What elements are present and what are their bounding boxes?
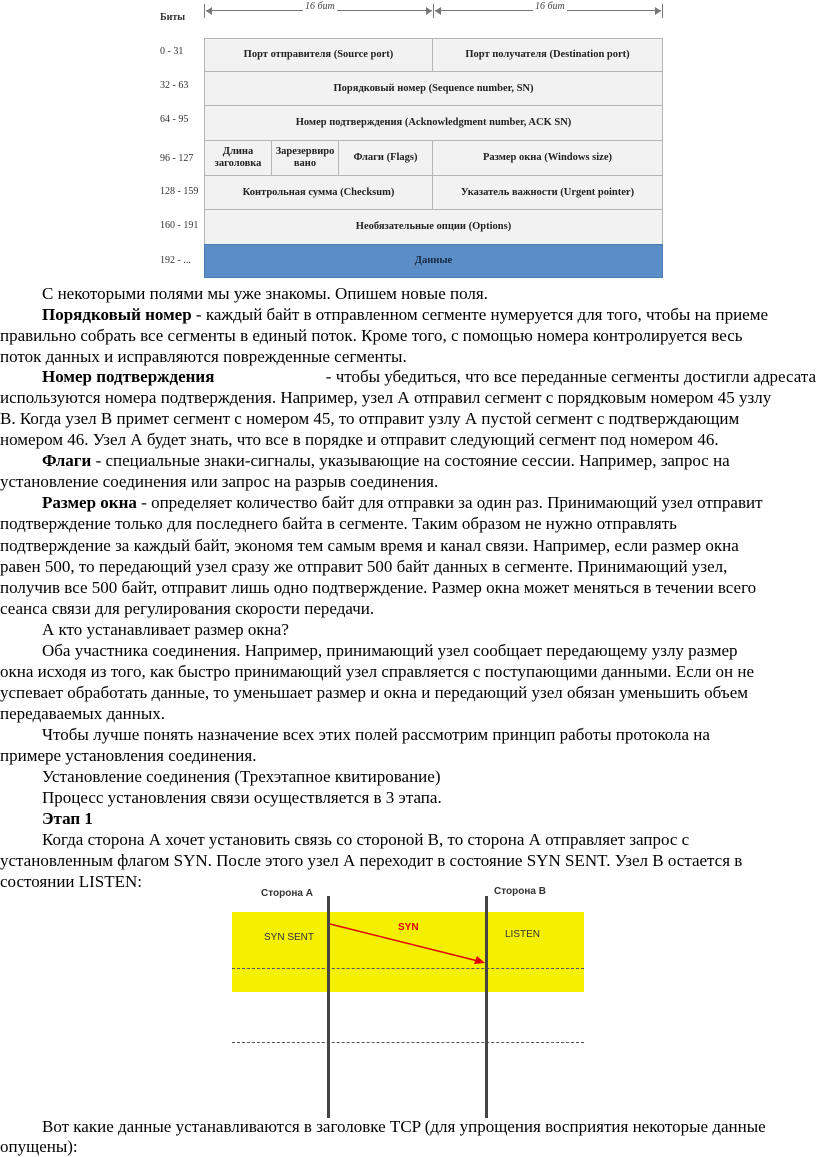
arrow-left-icon bbox=[206, 7, 212, 15]
state-a-label: SYN SENT bbox=[264, 932, 315, 943]
syn-label: SYN bbox=[398, 922, 419, 933]
paragraph-seq-text: - каждый байт в отправленном сегменте нумеруется для того, чтобы на приеме bbox=[195, 305, 769, 324]
field-header-length-l1: Длина bbox=[222, 146, 254, 157]
paragraph-both-line: передаваемых данных. bbox=[0, 704, 166, 723]
paragraph-question: А кто устанавливает размер окна? bbox=[42, 620, 289, 639]
row-range: 160 - 191 bbox=[160, 220, 199, 231]
paragraph-stage-line: установленным флагом SYN. После этого узел А переходит в состояние SYN SENT. Узел В остается в bbox=[0, 851, 743, 870]
syn-arrow-line bbox=[330, 924, 478, 961]
row-range: 128 - 159 bbox=[160, 186, 199, 197]
field-source-port: Порт отправителя (Source port) bbox=[204, 38, 433, 72]
field-urgent-pointer: Указатель важности (Urgent pointer) bbox=[432, 175, 663, 210]
bits-label: Биты bbox=[160, 12, 186, 23]
field-ack-number: Номер подтверждения (Acknowledgment number, ACK SN) bbox=[204, 105, 663, 141]
field-destination-port: Порт получателя (Destination port) bbox=[432, 38, 663, 72]
field-header-length bbox=[204, 140, 272, 176]
syn-arrowhead-icon bbox=[474, 956, 485, 964]
paragraph-flags-line: установление соединения или запрос на разрыв соединения. bbox=[0, 472, 439, 491]
paragraph-both-line: успевает обработать данные, то уменьшает размер и окна и передающий узел обязан уменьшить объем bbox=[0, 683, 748, 702]
row-range: 64 - 95 bbox=[160, 114, 189, 125]
paragraph-window-line: сеанса связи для регулирования скорости передачи. bbox=[0, 599, 375, 618]
paragraph-seq-line: поток данных и исправляются поврежденные сегменты. bbox=[0, 347, 407, 366]
field-reserved bbox=[271, 140, 339, 176]
field-sequence-number: Порядковый номер (Sequence number, SN) bbox=[204, 71, 663, 106]
row-range: 96 - 127 bbox=[160, 153, 194, 164]
side-a-label: Сторона А bbox=[261, 888, 313, 899]
paragraph-both-line: Оба участника соединения. Например, принимающий узел сообщает передающему узлу размер bbox=[42, 641, 738, 660]
row-range: 192 - ... bbox=[160, 255, 191, 266]
paragraph-establishment: Установление соединения (Трехэтапное квитирование) bbox=[42, 767, 441, 786]
arrow-right-icon bbox=[655, 7, 661, 15]
paragraph-stage-line: состоянии LISTEN: bbox=[0, 872, 143, 891]
dim-tick bbox=[662, 4, 663, 18]
field-reserved-l1: Зарезервиро bbox=[275, 146, 335, 157]
tcp-header-figure bbox=[150, 0, 670, 278]
term-flags: Флаги bbox=[42, 451, 92, 470]
field-window-size: Размер окна (Windows size) bbox=[432, 140, 663, 176]
paragraph-stage-line: Когда сторона А хочет установить связь со стороной В, то сторона А отправляет запрос с bbox=[42, 830, 690, 849]
term-seq: Порядковый номер bbox=[42, 305, 192, 324]
paragraph-ack-line bbox=[42, 366, 816, 387]
row-range: 0 - 31 bbox=[160, 46, 184, 57]
paragraph-ack-line: номером 46. Узел А будет знать, что все в порядке и отправит следующий сегмент под номером 46. bbox=[0, 430, 719, 449]
field-flags: Флаги (Flags) bbox=[338, 140, 433, 176]
paragraph-ack-text: - чтобы убедиться, что все переданные сегменты достигли адресата bbox=[325, 367, 816, 386]
dim-right-label: 16 бит bbox=[535, 1, 565, 12]
syn-arrow bbox=[230, 888, 586, 1118]
paragraph-flags-text: - специальные знаки-сигналы, указывающие на состояние сессии. Например, запрос на bbox=[95, 451, 730, 470]
field-options: Необязательные опции (Options) bbox=[204, 209, 663, 245]
field-header-length-l2: заголовка bbox=[214, 158, 262, 169]
paragraph-window-text: - определяет количество байт для отправки за один раз. Принимающий узел отправит bbox=[141, 493, 763, 512]
paragraph-window-line: подтверждение за каждый байт, экономя тем самым время и канал связи. Например, если размер окна bbox=[0, 536, 739, 555]
paragraph-window-line: получив все 500 байт, отправит лишь одно подтверждение. Размер окна может меняться в течении всего bbox=[0, 578, 757, 597]
state-b-label: LISTEN bbox=[505, 929, 541, 940]
paragraph-both-line: окна исходя из того, как быстро принимающий узел справляется с поступающими данными. Если он не bbox=[0, 662, 755, 681]
paragraph-ack-line: В. Когда узел В примет сегмент с номером 45, то отправит узлу А пустой сегмент с подтверждающим bbox=[0, 409, 740, 428]
dim-tick bbox=[433, 4, 434, 18]
paragraph-window-line: подтверждение только для последнего байта в сегменте. Таким образом не нужно отправлять bbox=[0, 514, 677, 533]
paragraph-final-line: Вот какие данные устанавливаются в заголовке TCP (для упрощения восприятия некоторые данные bbox=[42, 1117, 766, 1136]
side-b-label: Сторона В bbox=[494, 886, 546, 897]
field-data: Данные bbox=[204, 244, 663, 278]
paragraph-window-line: равен 500, то передающий узел сразу же отправит 500 байт данных в сегменте. Принимающий узел, bbox=[0, 557, 728, 576]
stage-heading: Этап 1 bbox=[42, 809, 93, 828]
paragraph-ack-line: используются номера подтверждения. Например, узел А отправил сегмент с порядковым номером 45 узлу bbox=[0, 388, 772, 407]
paragraph-seq-line bbox=[42, 304, 816, 325]
handshake-figure bbox=[230, 888, 586, 1118]
dim-tick bbox=[204, 4, 205, 18]
arrow-right-icon bbox=[426, 7, 432, 15]
term-ack: Номер подтверждения bbox=[42, 367, 215, 386]
dim-left-label: 16 бит bbox=[305, 1, 335, 12]
paragraph-process: Процесс установления связи осуществляется в 3 этапа. bbox=[42, 788, 442, 807]
paragraph-intro: С некоторыми полями мы уже знакомы. Опишем новые поля. bbox=[42, 284, 488, 303]
paragraph-purpose-line: Чтобы лучше понять назначение всех этих полей рассмотрим принцип работы протокола на bbox=[42, 725, 710, 744]
paragraph-flags-line bbox=[42, 450, 816, 471]
paragraph-seq-line: правильно собрать все сегменты в единый поток. Кроме того, с помощью номера контролируется весь bbox=[0, 326, 743, 345]
field-reserved-l2: вано bbox=[293, 158, 317, 169]
term-window: Размер окна bbox=[42, 493, 137, 512]
paragraph-purpose-line: примере установления соединения. bbox=[0, 746, 257, 765]
field-checksum: Контрольная сумма (Checksum) bbox=[204, 175, 433, 210]
arrow-left-icon bbox=[435, 7, 441, 15]
paragraph-window-line bbox=[42, 492, 816, 513]
paragraph-final-line: опущены): bbox=[0, 1137, 78, 1156]
row-range: 32 - 63 bbox=[160, 80, 189, 91]
